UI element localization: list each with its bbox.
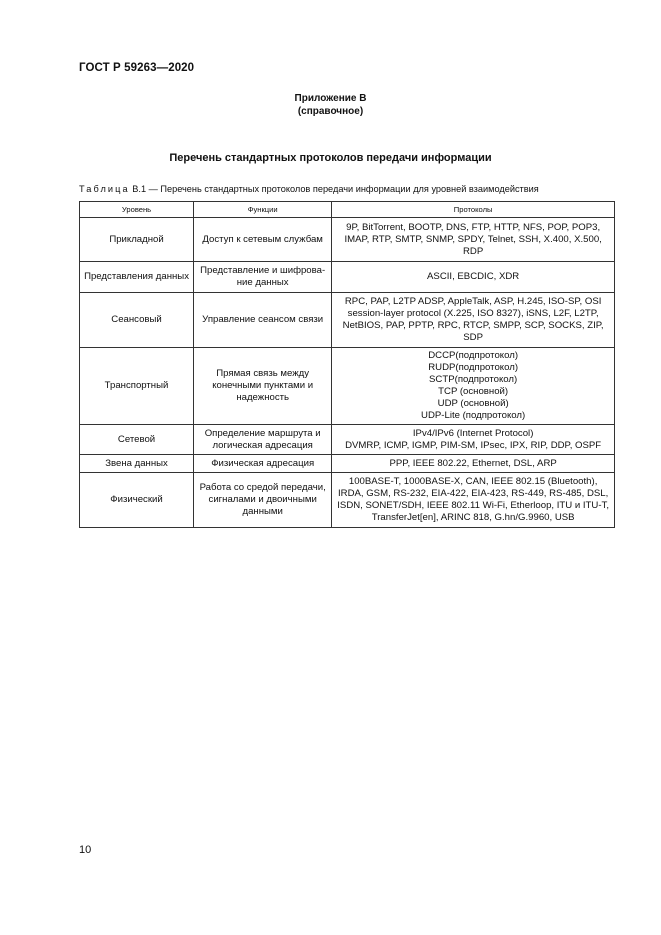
- level-cell: Сеансовый: [80, 293, 194, 348]
- function-cell: Доступ к сетевым службам: [194, 218, 332, 262]
- column-header-protocols: Протоколы: [332, 202, 615, 218]
- table-row: [80, 262, 615, 293]
- protocols-table: [79, 201, 615, 528]
- function-cell: Представление и шифрова-ние данных: [194, 262, 332, 293]
- level-cell: Физический: [80, 473, 194, 528]
- page-number: 10: [79, 844, 92, 856]
- function-cell: Определение маршрута и логическая адресация: [194, 425, 332, 455]
- standard-code: ГОСТ Р 59263—2020: [79, 62, 195, 74]
- level-cell: Транспортный: [80, 348, 194, 425]
- table-row: [80, 425, 615, 455]
- protocols-cell: 100BASE-T, 1000BASE-X, CAN, IEEE 802.15 (Bluetooth), IRDA, GSM, RS-232, EIA-422, EIA-423, RS-449, RS-485, DSL, ISDN, SONET/SDH, IEEE 802.11 Wi-Fi, Etherloop, ITU и ITU-T, TransferJet[en], ARINC 818, G.hn/G.9960, USB: [332, 473, 615, 528]
- table-row: [80, 473, 615, 528]
- table-caption-text: — Перечень стандартных протоколов передачи информации для уровней взаимодействия: [146, 184, 539, 194]
- appendix-heading: [0, 92, 661, 118]
- table-caption-label: Таблица: [79, 184, 130, 194]
- table-caption: [79, 184, 539, 194]
- protocols-cell: PPP, IEEE 802.22, Ethernet, DSL, ARP: [332, 455, 615, 473]
- table-row: [80, 348, 615, 425]
- appendix-subtitle: (справочное): [297, 106, 364, 117]
- function-cell: Физическая адресация: [194, 455, 332, 473]
- table-header-row: [80, 202, 615, 218]
- table-row: [80, 293, 615, 348]
- column-header-function: Функции: [194, 202, 332, 218]
- table-caption-number: В.1: [132, 184, 147, 194]
- level-cell: Сетевой: [80, 425, 194, 455]
- level-cell: Представления данных: [80, 262, 194, 293]
- protocols-cell: ASCII, EBCDIC, XDR: [332, 262, 615, 293]
- list-title: Перечень стандартных протоколов передачи информации: [169, 152, 492, 164]
- protocols-cell: 9P, BitTorrent, BOOTP, DNS, FTP, HTTP, NFS, POP, POP3, IMAP, RTP, SMTP, SNMP, SPDY, Telnet, SSH, X.400, X.500, RDP: [332, 218, 615, 262]
- appendix-title: Приложение В: [294, 93, 367, 104]
- function-cell: Работа со средой передачи, сигналами и двоичными данными: [194, 473, 332, 528]
- function-cell: Управление сеансом связи: [194, 293, 332, 348]
- table-row: [80, 218, 615, 262]
- level-cell: Прикладной: [80, 218, 194, 262]
- protocols-cell: IPv4/IPv6 (Internet Protocol) DVMRP, ICMP, IGMP, PIM-SM, IPsec, IPX, RIP, DDP, OSPF: [332, 425, 615, 455]
- protocols-cell: RPC, PAP, L2TP ADSP, AppleTalk, ASP, H.245, ISO-SP, OSI session-layer protocol (X.225, ISO 8327), iSNS, L2F, L2TP, NetBIOS, PAP, PPTP, RPC, RTCP, SMPP, SCP, SOCKS, ZIP, SDP: [332, 293, 615, 348]
- level-cell: Звена данных: [80, 455, 194, 473]
- column-header-level: Уровень: [80, 202, 194, 218]
- protocols-cell: DCCP(подпротокол) RUDP(подпротокол) SCTP(подпротокол) TCP (основной) UDP (основной) UDP-Lite (подпротокол): [332, 348, 615, 425]
- function-cell: Прямая связь между конечными пунктами и надежность: [194, 348, 332, 425]
- table-row: [80, 455, 615, 473]
